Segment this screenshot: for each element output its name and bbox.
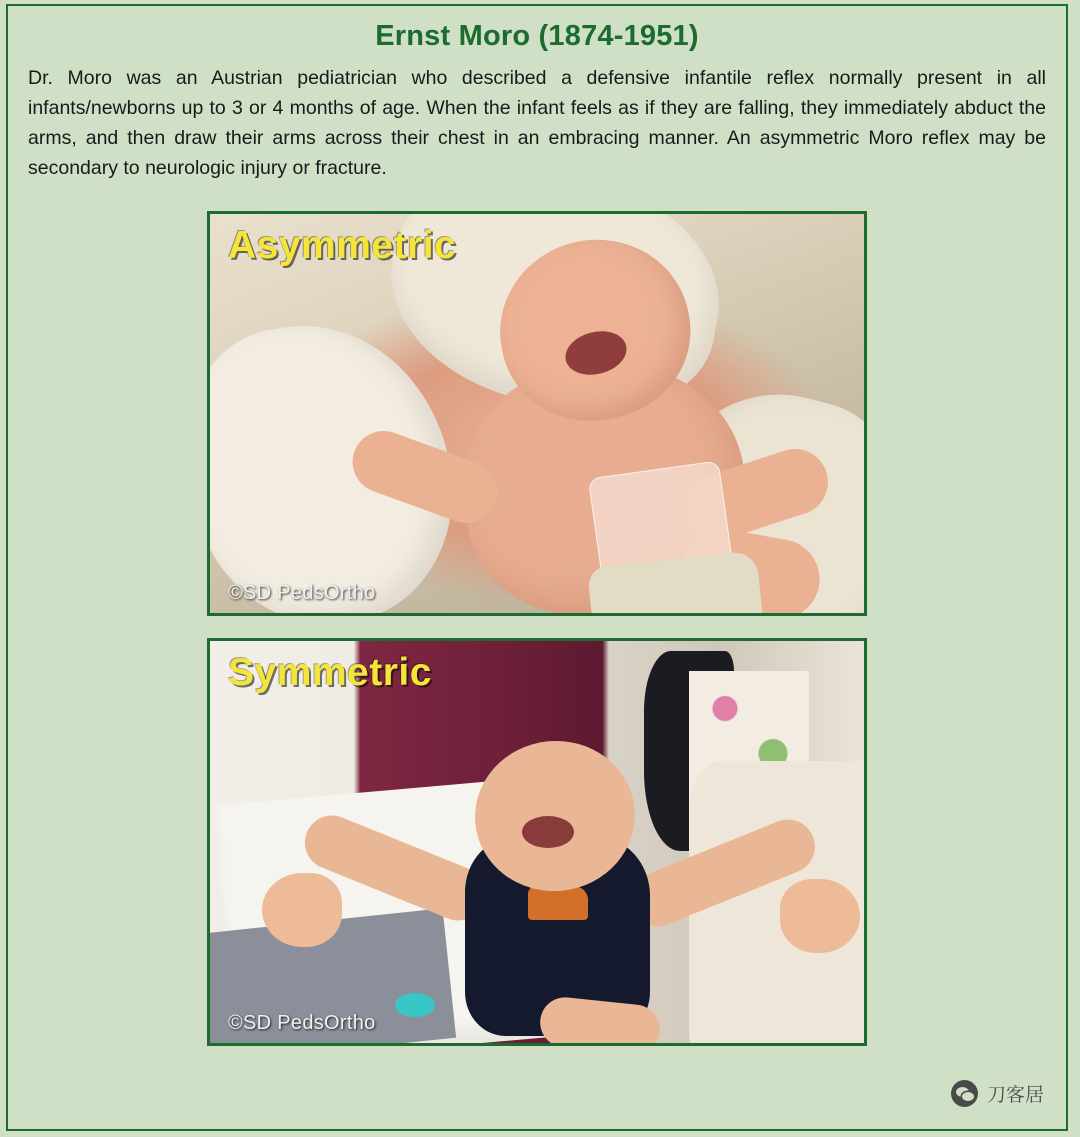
infant-right-hand-shape: [780, 879, 860, 953]
page-title: Ernst Moro (1874-1951): [375, 20, 699, 52]
figure-credit: ©SD PedsOrtho: [228, 1012, 376, 1034]
infant-mouth-shape: [522, 816, 574, 848]
infant-left-hand-shape: [262, 873, 342, 947]
figure-credit: ©SD PedsOrtho: [228, 582, 376, 604]
pacifier-shape: [395, 993, 435, 1017]
figure-label-asymmetric: Asymmetric: [228, 224, 457, 267]
wechat-icon: [951, 1080, 978, 1107]
body-paragraph: Dr. Moro was an Austrian pediatrician who described a defensive infantile reflex normally present in all infants/newborns up to 3 or 4 months of age. When the infant feels as if they are falling, they immediately abduct the arms, and then draw their arms across their chest in an embracing manner. An asymmetric Moro reflex may be secondary to neurologic injury or fracture.: [28, 67, 1046, 179]
figure-asymmetric: [207, 211, 867, 616]
watermark: [951, 1080, 1044, 1107]
figure-symmetric: [207, 638, 867, 1046]
document-page: [6, 4, 1068, 1131]
figure-label-symmetric: Symmetric: [228, 651, 432, 694]
figure-list: [8, 211, 1066, 1046]
watermark-text: 刀客居: [986, 1084, 1044, 1106]
onesie-dog-graphic: [528, 886, 588, 920]
